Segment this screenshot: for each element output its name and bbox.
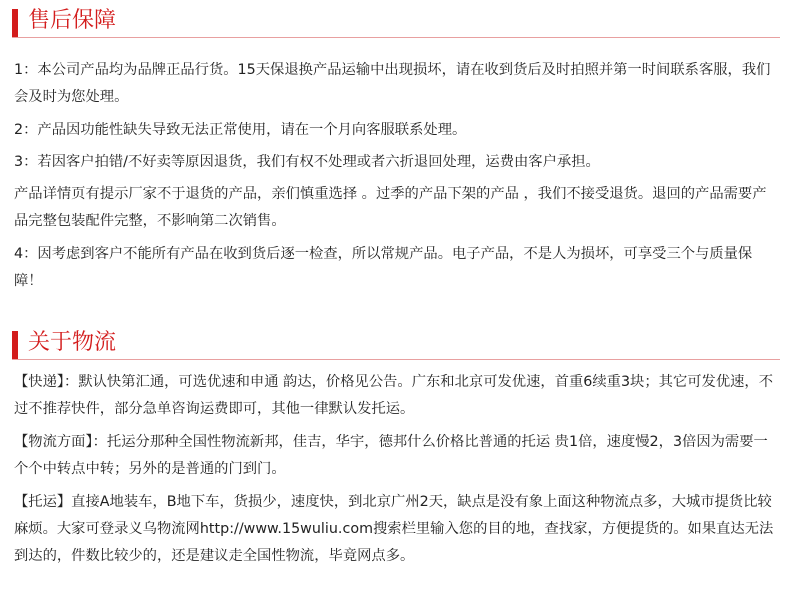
logistics-item-consignment: 【托运】直接A地装车，B地下车，货损少，速度快，到北京广州2天，缺点是没有象上面这种物流点多，大城市提货比较麻烦。大家可登录义乌物流网http://www.15wuliu.com搜索栏里输入您的目的地，查找家，方便提货的。如果直达无法到达的，件数比较少的，还是建议走全国性物流，毕竟网点多。 (14, 494, 774, 564)
after-sales-item-1: 1：本公司产品均为品牌正品行货。15天保退换产品运输中出现损坏，请在收到货后及时拍照并第一时间联系客服，我们会及时为您处理。 (14, 62, 771, 105)
heading-accent-bar (12, 331, 18, 359)
logistics-section (0, 322, 790, 564)
after-sales-item-4: 产品详情页有提示厂家不于退货的产品，亲们慎重选择 。过季的产品下架的产品 ，我们不接受退货。退回的产品需要产品完整包装配件完整，不影响第二次销售。 (14, 186, 767, 229)
logistics-item-express: 【快递】：默认快第汇通，可选优速和申通 韵达，价格见公告。广东和北京可发优速，首重6续重3块；其它可发优速，不过不推荐快件，部分急单咨询运费即可，其他一律默认发托运。 (14, 374, 774, 417)
logistics-heading (0, 322, 790, 366)
after-sales-section (0, 0, 790, 289)
logistics-title: 关于物流 (28, 330, 117, 355)
heading-accent-bar (12, 9, 18, 37)
after-sales-title: 售后保障 (28, 8, 117, 33)
after-sales-item-2: 2：产品因功能性缺失导致无法正常使用，请在一个月向客服联系处理。 (14, 122, 467, 138)
heading-divider (12, 359, 780, 360)
heading-divider (12, 37, 780, 38)
logistics-item-freight: 【物流方面】：托运分那种全国性物流新邦，佳吉，华宇，德邦什么价格比普通的托运 贵1倍，速度慢2，3倍因为需要一个个中转点中转；另外的是普通的门到门。 (14, 434, 768, 477)
after-sales-heading (0, 0, 790, 44)
after-sales-item-3: 3：若因客户拍错/不好卖等原因退货，我们有权不处理或者六折退回处理，运费由客户承担。 (14, 154, 600, 170)
after-sales-item-5: 4：因考虑到客户不能所有产品在收到货后逐一检查，所以常规产品。电子产品，不是人为损坏，可享受三个与质量保障！ (14, 246, 753, 289)
